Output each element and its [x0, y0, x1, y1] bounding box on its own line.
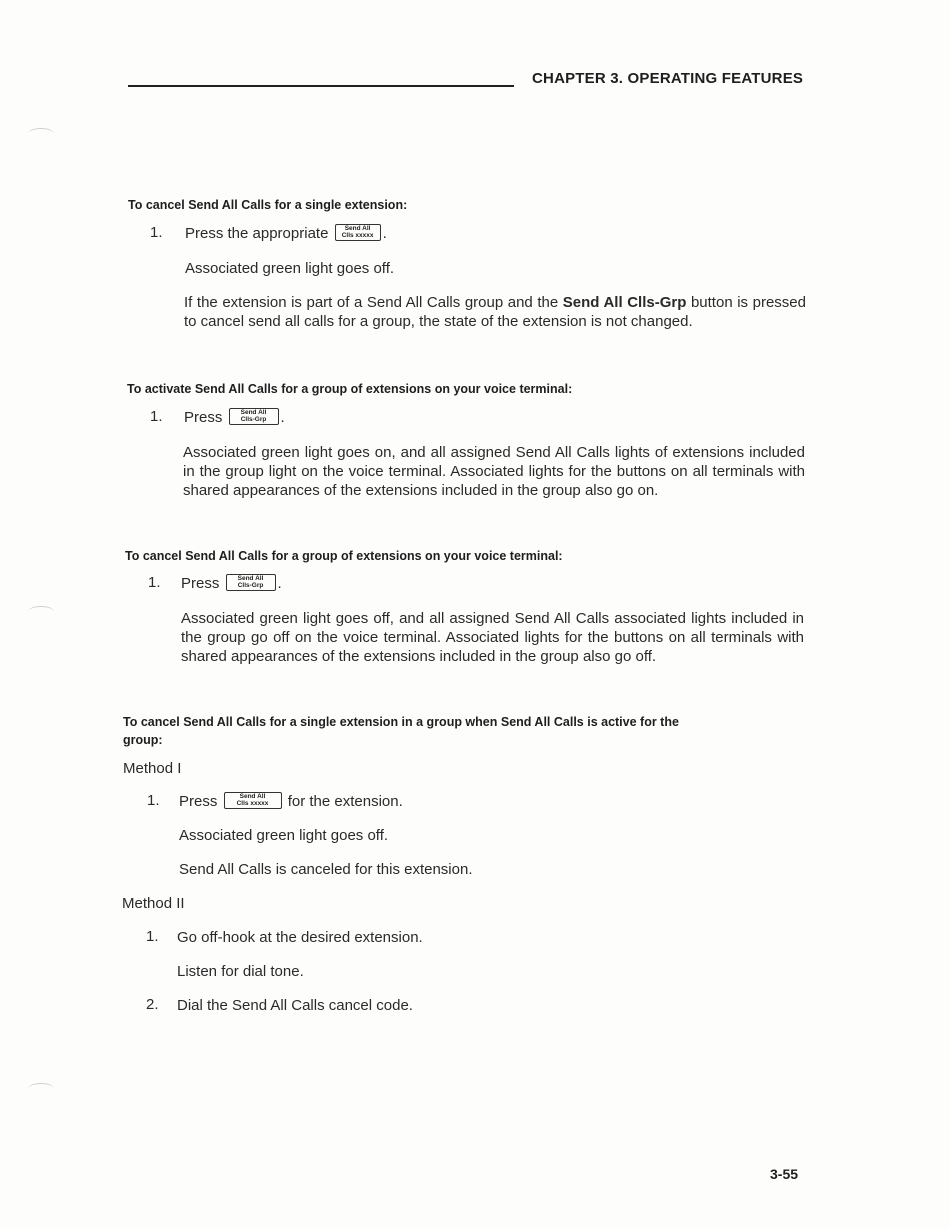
- method-label: Method II: [122, 895, 185, 912]
- step-instruction: Press the appropriate Send All Clls xxxxx .: [185, 224, 387, 242]
- page-number: 3-55: [770, 1166, 799, 1182]
- scan-mark: [28, 128, 54, 139]
- step-result: Send All Calls is canceled for this extension.: [179, 861, 473, 878]
- note-paragraph: If the extension is part of a Send All Calls group and the Send All Clls-Grp button is pressed to cancel send all calls for a group, the state of the extension is not changed.: [184, 294, 806, 330]
- step-result: Associated green light goes off.: [185, 260, 395, 277]
- step-result: Listen for dial tone.: [177, 963, 304, 980]
- step-instruction: Press Send All Clls xxxxx for the extension.: [179, 792, 403, 810]
- step-result: Associated green light goes off.: [179, 827, 389, 844]
- step-instruction: Dial the Send All Calls cancel code.: [177, 997, 413, 1014]
- step-instruction: Press Send All Clls-Grp .: [184, 408, 285, 426]
- section-heading-activate-group: To activate Send All Calls for a group of extensions on your voice terminal:: [127, 382, 573, 396]
- scan-mark: [28, 606, 54, 617]
- step-number: 1.: [150, 408, 163, 425]
- scan-mark: [28, 1083, 54, 1094]
- step-result: Associated green light goes on, and all assigned Send All Calls lights of extensions included in the group light on the voice terminal. Associated lights for the buttons on all terminals with shared appearances of the extensions included in the group also go on.: [183, 444, 805, 499]
- step-number: 1.: [150, 224, 163, 241]
- section-heading-cancel-single-in-group: To cancel Send All Calls for a single extension in a group when Send All Calls is active for the group:: [123, 715, 679, 747]
- step-text: Press the appropriate: [185, 225, 329, 242]
- header-rule: [128, 85, 514, 87]
- send-all-calls-group-key: Send All Clls-Grp: [229, 408, 279, 425]
- step-instruction: Go off-hook at the desired extension.: [177, 929, 423, 946]
- step-instruction: Press Send All Clls-Grp .: [181, 574, 282, 592]
- step-number: 1.: [146, 928, 159, 945]
- step-number: 2.: [146, 996, 159, 1013]
- send-all-calls-key: Send All Clls xxxxx: [224, 792, 282, 809]
- send-all-calls-key: Send All Clls xxxxx: [335, 224, 381, 241]
- step-number: 1.: [148, 574, 161, 591]
- step-result: Associated green light goes off, and all assigned Send All Calls associated lights included in the group go off on the voice terminal. Associated lights for the buttons on all terminals with shared appearances of the extensions included in the group also go off.: [181, 610, 804, 665]
- send-all-calls-group-key: Send All Clls-Grp: [226, 574, 276, 591]
- method-label: Method I: [123, 760, 182, 777]
- chapter-title: CHAPTER 3. OPERATING FEATURES: [532, 70, 804, 87]
- step-number: 1.: [147, 792, 160, 809]
- section-heading-cancel-group: To cancel Send All Calls for a group of extensions on your voice terminal:: [125, 549, 563, 563]
- section-heading-cancel-single: To cancel Send All Calls for a single extension:: [128, 198, 408, 212]
